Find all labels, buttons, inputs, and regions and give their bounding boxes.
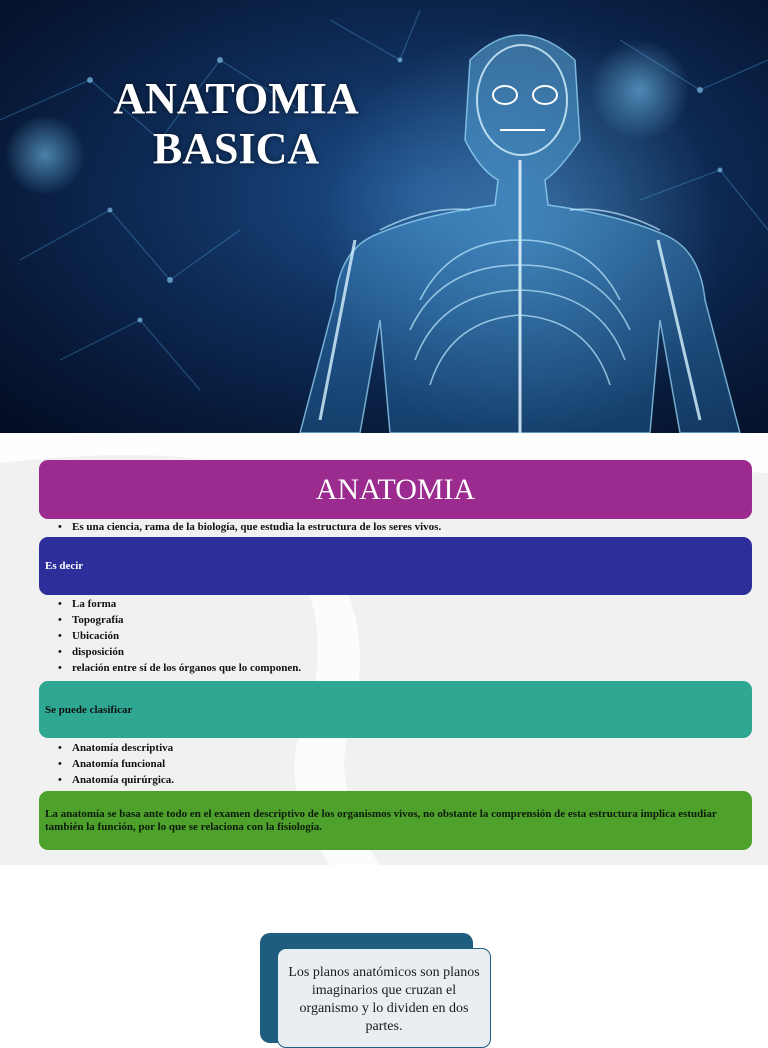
section-title-bar	[39, 460, 752, 519]
list-item: • Anatomía descriptiva	[56, 740, 174, 756]
note-text: La anatomía se basa ante todo en el examen descriptivo de los organismos vivos, no obstante la comprensión de esta estructura implica estudiar también la función, por lo que se relaciona con la fisiología.	[45, 807, 717, 833]
section-title: ANATOMIA	[315, 472, 476, 506]
clasificar-list	[56, 740, 174, 788]
list-item: • Ubicación	[56, 628, 301, 644]
list-item: • Anatomía funcional	[56, 756, 174, 772]
list-item: • Topografía	[56, 612, 301, 628]
note-bar	[39, 791, 752, 850]
list-item: • Anatomía quirúrgica.	[56, 772, 174, 788]
clasificar-label: Se puede clasificar	[45, 703, 133, 716]
es-decir-list	[56, 596, 301, 676]
hero-title-line2: BASICA	[152, 124, 320, 173]
definition-item: • Es una ciencia, rama de la biología, que estudia la estructura de los seres vivos.	[56, 519, 441, 535]
planes-card-text: Los planos anatómicos son planos imaginarios que cruzan el organismo y lo dividen en dos partes.	[288, 965, 480, 1034]
list-item: • La forma	[56, 596, 301, 612]
hero-title-line1: ANATOMIA	[113, 74, 359, 123]
clasificar-bar	[39, 681, 752, 738]
hero-banner	[0, 0, 768, 433]
list-item: • relación entre sí de los órganos que lo componen.	[56, 660, 301, 676]
hero-title	[100, 74, 372, 174]
es-decir-bar	[39, 537, 752, 595]
list-item: • disposición	[56, 644, 301, 660]
definition-list	[56, 519, 441, 535]
hero-skeleton-illustration	[0, 0, 768, 433]
planes-card	[277, 948, 491, 1048]
es-decir-label: Es decir	[45, 560, 84, 572]
